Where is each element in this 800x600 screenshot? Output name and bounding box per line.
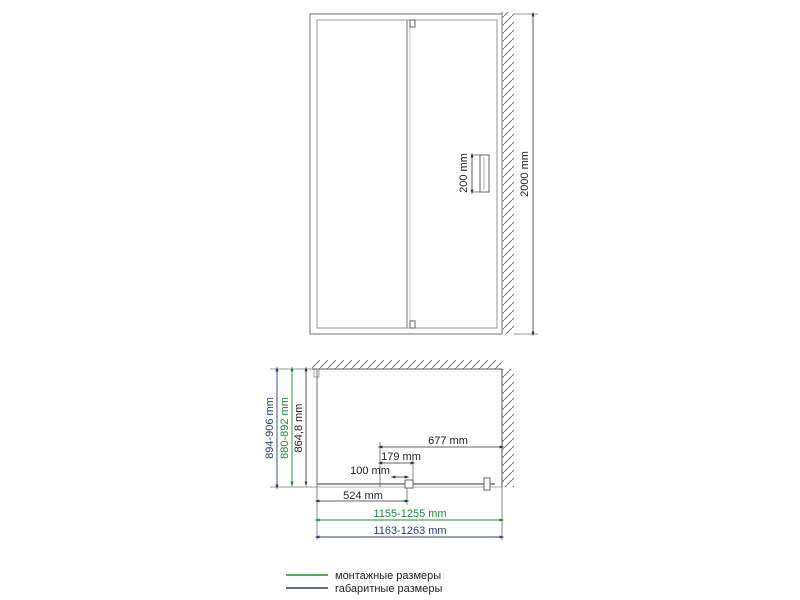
top-hinge: [410, 20, 415, 27]
plan-view: [264, 360, 514, 540]
hinge-gap-label: 179 mm: [381, 451, 421, 463]
door-handle: [480, 155, 489, 192]
plan-top-wall-hatch: [312, 360, 502, 369]
plan-hinge: [405, 480, 413, 488]
legend-overall-label: габаритные размеры: [335, 583, 443, 595]
legend: [286, 570, 442, 595]
overall-width-label: 1163-1263 mm: [373, 525, 447, 537]
overall-depth-label: 894-906 mm: [264, 397, 276, 459]
door-offset-label: 677 mm: [428, 435, 468, 447]
front-view: [310, 12, 538, 334]
glass-depth-label: 864,8 mm: [293, 403, 305, 453]
mounting-depth-label: 880-892 mm: [279, 397, 291, 459]
fixed-panel-label: 524 mm: [343, 490, 383, 502]
handle-height-label: 200 mm: [458, 153, 470, 193]
mounting-width-label: 1155-1255 mm: [373, 508, 447, 520]
hinge-offset-label: 100 mm: [350, 465, 390, 477]
plan-handle: [484, 478, 490, 490]
front-wall-hatch: [502, 12, 514, 334]
plan-right-wall-hatch: [502, 369, 514, 487]
legend-mounting-label: монтажные размеры: [335, 570, 442, 582]
door-outer-frame: [310, 14, 502, 334]
total-height-label: 2000 mm: [519, 151, 531, 197]
bottom-hinge: [410, 321, 415, 328]
